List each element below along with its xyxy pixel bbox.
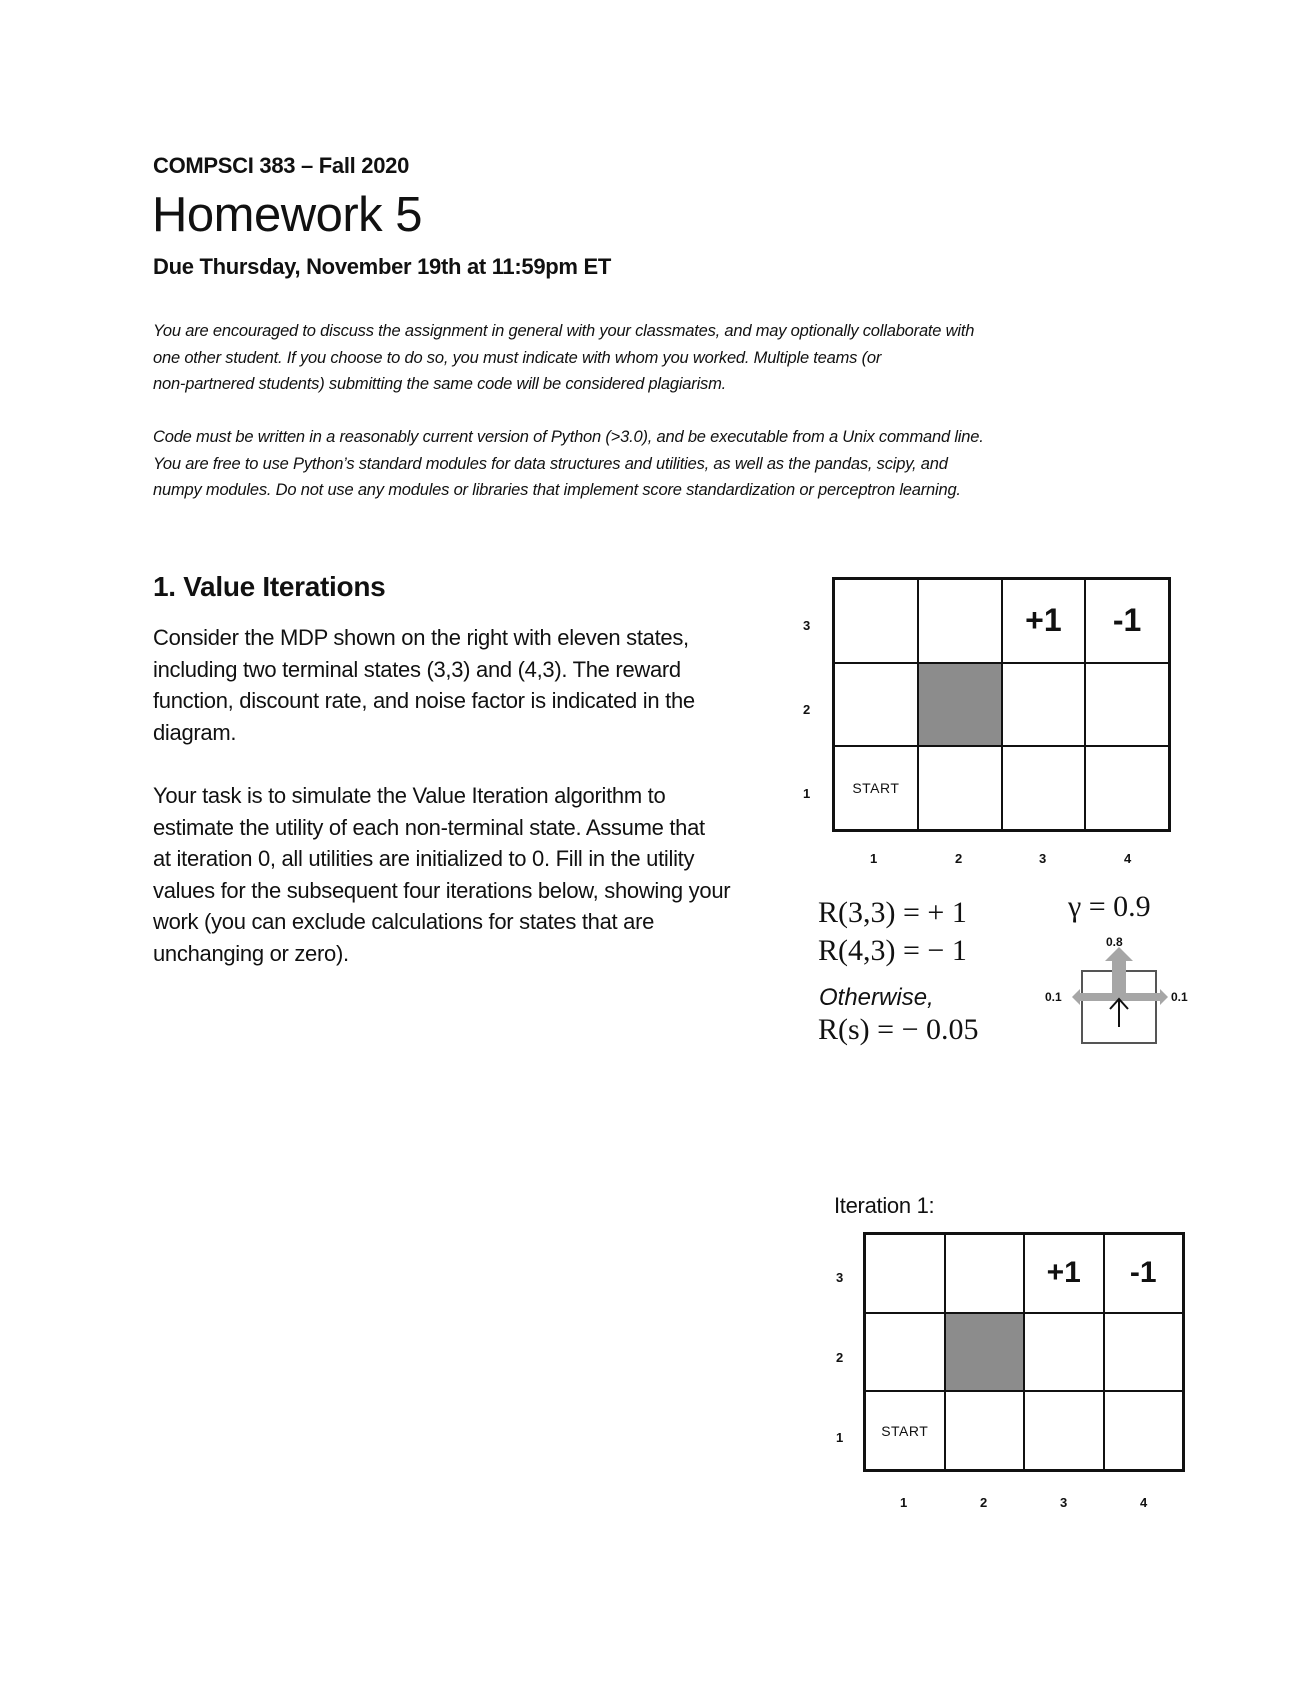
row-label: 3 [836,1270,844,1285]
grid-cell[interactable] [865,1234,945,1313]
grid-cell [834,663,918,747]
mdp-grid [832,577,1171,832]
text-line: diagram. [153,719,237,745]
grid-cell[interactable] [1024,1313,1104,1392]
terminal-cell-positive: +1 [1024,1234,1104,1313]
grid-cell [834,579,918,663]
terminal-cell-negative: -1 [1085,579,1169,663]
col-label: 2 [955,851,963,866]
section-title: 1. Value Iterations [153,571,386,602]
grid-cell[interactable] [945,1391,1025,1470]
noise-right-label: 0.1 [1171,990,1188,1004]
course-label: COMPSCI 383 – Fall 2020 [153,153,410,178]
text-line: values for the subsequent four iterations below, showing your [153,877,731,903]
grid-cell[interactable] [1104,1313,1184,1392]
col-label: 1 [900,1495,908,1510]
grid-cell[interactable] [865,1313,945,1392]
terminal-cell-negative: -1 [1104,1234,1184,1313]
grid-cell[interactable] [945,1234,1025,1313]
noise-left-label: 0.1 [1045,990,1062,1004]
text-line: work (you can exclude calculations for states that are [153,909,655,934]
task-description [153,780,793,969]
text-line: function, discount rate, and noise factor is indicated in the [153,688,695,713]
text-line: Consider the MDP shown on the right with eleven states, [153,625,689,650]
text-line: at iteration 0, all utilities are initialized to 0. Fill in the utility [153,846,695,871]
start-cell: START [834,746,918,830]
due-date: Due Thursday, November 19th at 11:59pm ET [153,254,611,279]
collaboration-policy [153,318,1153,398]
row-label: 1 [803,786,811,801]
wall-cell [918,663,1002,747]
wall-cell [945,1313,1025,1392]
iteration-1-label: Iteration 1: [834,1193,935,1218]
start-cell[interactable]: START [865,1391,945,1470]
noise-arrow-diagram [1070,945,1175,1050]
grid-cell[interactable] [1104,1391,1184,1470]
grid-cell[interactable] [1024,1391,1104,1470]
row-label: 3 [803,618,811,633]
iteration-1-grid [863,1232,1185,1472]
reward-formula-default: R(s) = − 0.05 [818,1013,979,1046]
noise-forward-label: 0.8 [1106,935,1123,949]
grid-cell [918,579,1002,663]
problem-description [153,622,793,748]
text-line: You are encouraged to discuss the assignment in general with your classmates, and may optionally collaborate with [153,322,975,340]
text-line: non-partnered students) submitting the same code will be considered plagiarism. [153,375,727,393]
grid-cell [1085,746,1169,830]
reward-formula-43: R(4,3) = − 1 [818,934,967,967]
page-title: Homework 5 [152,188,423,242]
row-label: 2 [803,702,811,717]
text-line: Your task is to simulate the Value Iteration algorithm to [153,783,666,808]
row-label: 2 [836,1350,844,1365]
text-line: estimate the utility of each non-terminal state. Assume that [153,814,705,840]
code-policy [153,424,1153,504]
grid-cell [1085,663,1169,747]
col-label: 4 [1124,851,1132,866]
grid-cell [1002,663,1086,747]
grid-cell [918,746,1002,830]
col-label: 3 [1060,1495,1068,1510]
text-line: You are free to use Python’s standard modules for data structures and utilities, as well as the pandas, scipy, and [153,454,948,473]
col-label: 3 [1039,851,1047,866]
text-line: including two terminal states (3,3) and (4,3). The reward [153,656,681,682]
col-label: 1 [870,851,878,866]
col-label: 4 [1140,1495,1148,1510]
row-label: 1 [836,1430,844,1445]
gamma-formula: γ = 0.9 [1068,890,1151,923]
col-label: 2 [980,1495,988,1510]
terminal-cell-positive: +1 [1002,579,1086,663]
reward-formula-33: R(3,3) = + 1 [818,896,967,929]
grid-cell [1002,746,1086,830]
text-line: unchanging or zero). [153,940,349,966]
text-line: numpy modules. Do not use any modules or libraries that implement score standardization or perceptron learning. [153,481,961,499]
otherwise-label: Otherwise, [819,984,934,1011]
text-line: Code must be written in a reasonably current version of Python (>3.0), and be executable from a Unix command line. [153,428,984,446]
text-line: one other student. If you choose to do so, you must indicate with whom you worked. Multiple teams (or [153,348,882,367]
